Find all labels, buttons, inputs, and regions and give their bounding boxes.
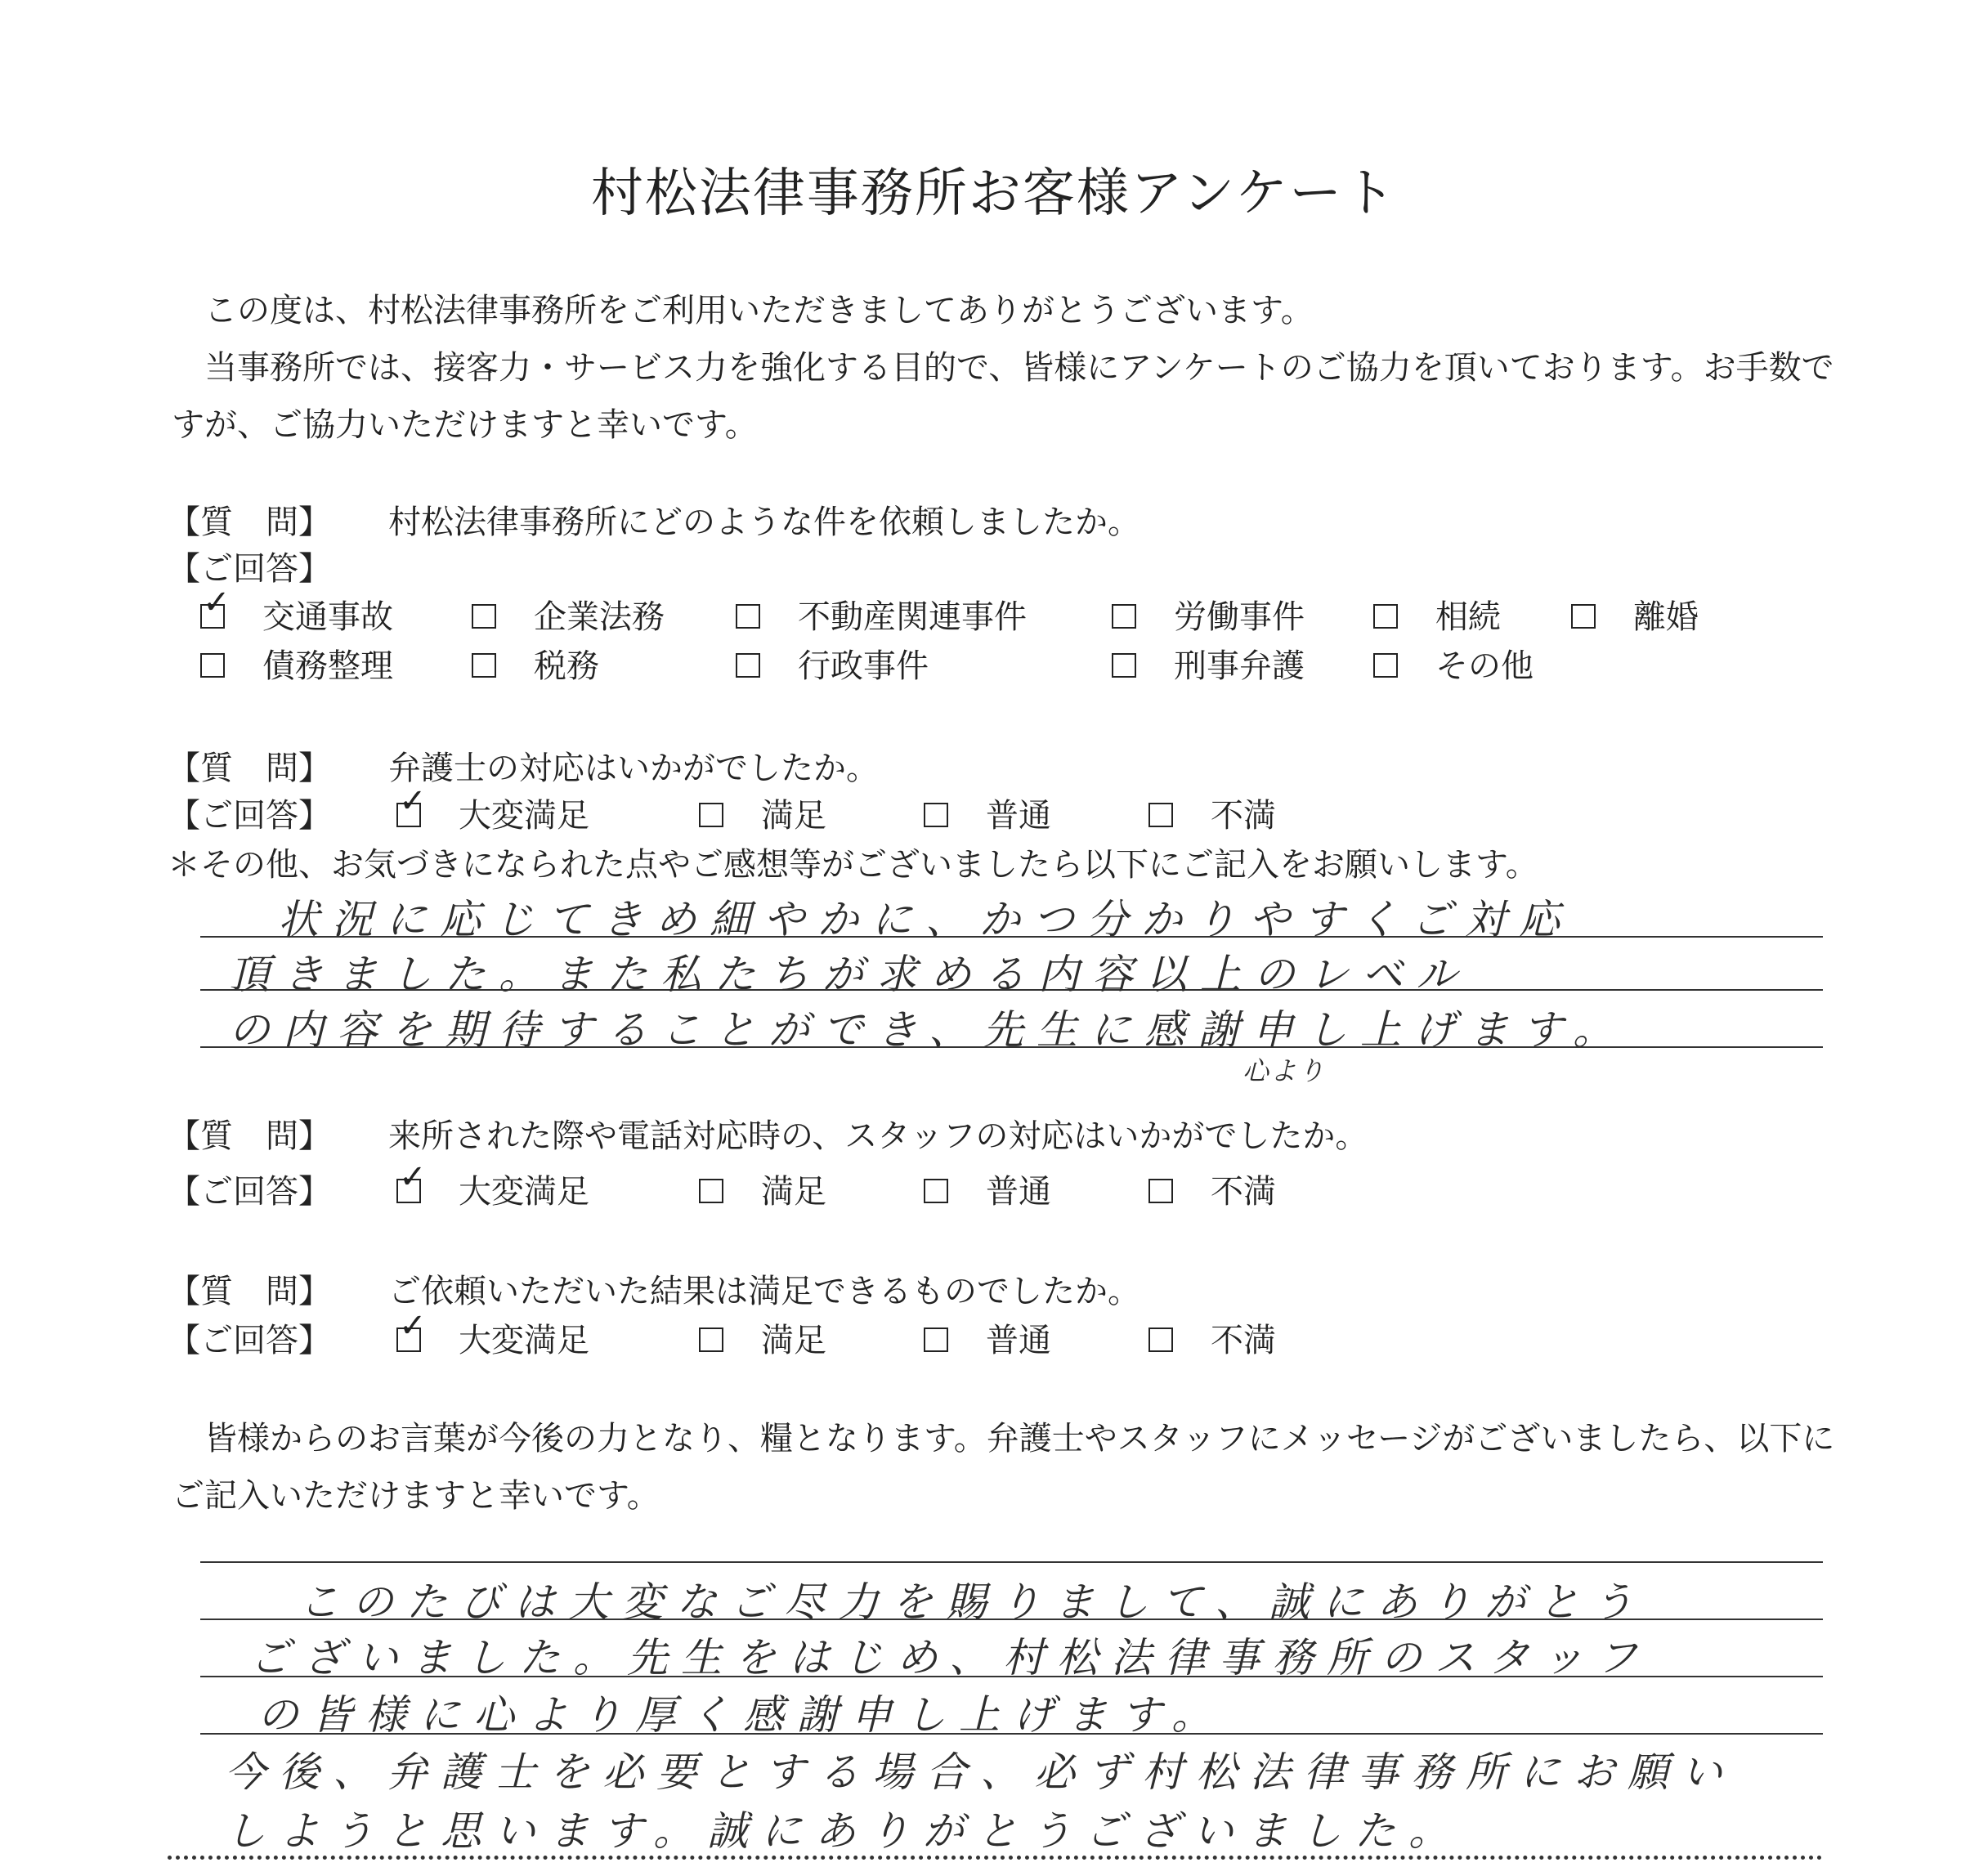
ruled-line: [200, 1561, 1823, 1563]
checkbox[interactable]: [699, 1328, 723, 1352]
checkbox-checked[interactable]: [200, 584, 231, 629]
q2-answer-row: [168, 791, 388, 840]
q2-option-satisfied[interactable]: [699, 791, 826, 840]
option-label: 満足: [761, 1322, 826, 1359]
q3-option-dissatisfied[interactable]: [1148, 1167, 1276, 1216]
check-icon: ✓: [399, 782, 427, 820]
handwritten-line: ございました。先生をはじめ、村松法律事務所のスタッフ: [249, 1634, 1650, 1681]
checkbox[interactable]: [924, 1328, 948, 1352]
closing-line: 皆様からのお言葉が今後の力となり、糧となります。弁護士やスタッフにメッセージがございましたら、以下にご記入いただけますと幸いです。: [172, 1420, 1835, 1515]
q1-question-text: 村松法律事務所にどのような件を依頼しましたか。: [388, 504, 1140, 541]
q4-question-row: [168, 1267, 1140, 1316]
q3-question-row: [168, 1112, 1368, 1161]
option-label: 普通: [986, 1322, 1051, 1359]
option-label: 不動産関連事件: [798, 598, 1027, 636]
closing-text: [172, 1410, 1847, 1525]
q2-question-text: 弁護士の対応はいかがでしたか。: [388, 750, 879, 787]
q1-option-inheritance[interactable]: [1373, 593, 1501, 642]
checkbox[interactable]: [1148, 1179, 1173, 1203]
intro-line: 当事務所では、接客力・サービス力を強化する目的で、皆様にアンケートのご協力を頂いております。お手数ですが、ご協力いただけますと幸いです。: [172, 349, 1834, 444]
handwritten-line: 状況に応じてきめ細やかに、かつ分かりやすくご対応: [278, 896, 1573, 943]
checkbox[interactable]: [699, 1179, 723, 1203]
q3-option-very-satisfied[interactable]: [396, 1158, 589, 1216]
q1-option-administrative[interactable]: [736, 642, 929, 691]
checkbox[interactable]: [1148, 803, 1173, 827]
checkbox[interactable]: [1112, 604, 1136, 629]
q1-option-real-estate[interactable]: [736, 593, 1027, 642]
comment2-area[interactable]: [200, 1553, 1823, 1855]
checkbox[interactable]: [924, 803, 948, 827]
option-label: 満足: [761, 797, 826, 835]
checkbox[interactable]: [1571, 604, 1596, 629]
q2-option-neutral[interactable]: [924, 791, 1051, 840]
q1-option-corporate[interactable]: [472, 593, 665, 642]
q1-option-other[interactable]: [1373, 642, 1534, 691]
checkbox[interactable]: [1373, 604, 1398, 629]
handwritten-line: このたびは大変なご尽力を賜りまして、誠にありがとう: [298, 1578, 1646, 1626]
intro-text: [172, 282, 1847, 454]
q1-answer-row: [168, 544, 388, 593]
checkbox[interactable]: [736, 604, 760, 629]
option-label: 大変満足: [459, 1322, 589, 1359]
q1-option-traffic[interactable]: [200, 584, 393, 642]
q1-option-tax[interactable]: [472, 642, 599, 691]
question-label: 【質 問】: [168, 1273, 331, 1310]
checkbox[interactable]: [1112, 653, 1136, 678]
question-label: 【質 問】: [168, 504, 331, 541]
q1-option-labor[interactable]: [1112, 593, 1305, 642]
checkbox[interactable]: [1148, 1328, 1173, 1352]
checkbox-checked[interactable]: [396, 1158, 427, 1203]
comment-prompt: ＊その他、お気づきになられた点やご感想等がございましたら以下にご記入をお願いします。: [168, 846, 1538, 884]
check-icon: ✓: [399, 1158, 427, 1196]
checkbox-checked[interactable]: [396, 1307, 427, 1352]
intro-line: この度は、村松法律事務所をご利用いただきましてありがとうございます。: [204, 292, 1314, 329]
checkbox[interactable]: [200, 653, 225, 678]
check-icon: ✓: [399, 1307, 427, 1345]
q3-question-text: 来所された際や電話対応時の、スタッフの対応はいかがでしたか。: [388, 1117, 1368, 1155]
q2-option-dissatisfied[interactable]: [1148, 791, 1276, 840]
handwritten-line: 頂きました。また私たちが求める内容以上のレベル: [229, 951, 1470, 998]
option-label: 企業法務: [534, 598, 665, 636]
q3-option-neutral[interactable]: [924, 1167, 1051, 1216]
question-label: 【質 問】: [168, 1117, 331, 1155]
option-label: 大変満足: [459, 797, 589, 835]
checkbox[interactable]: [736, 653, 760, 678]
checkbox[interactable]: [472, 653, 496, 678]
q1-question-row: [168, 498, 1140, 547]
handwritten-line: の皆様に心より厚く感謝申し上げます。: [257, 1691, 1225, 1739]
option-label: 刑事弁護: [1174, 647, 1305, 685]
handwritten-line: 今後、弁護士を必要とする場合、必ず村松法律事務所にお願い: [225, 1748, 1735, 1796]
q2-option-very-satisfied[interactable]: [396, 782, 589, 840]
q3-option-satisfied[interactable]: [699, 1167, 826, 1216]
option-label: 相続: [1435, 598, 1501, 636]
answer-label: 【ご回答】: [168, 1173, 331, 1211]
option-label: 交通事故: [262, 598, 393, 636]
option-label: 不満: [1211, 1173, 1276, 1211]
option-label: その他: [1435, 647, 1534, 685]
q4-answer-row: [168, 1316, 388, 1365]
q4-option-very-satisfied[interactable]: [396, 1307, 589, 1365]
checkbox[interactable]: [924, 1179, 948, 1203]
option-label: 普通: [986, 797, 1051, 835]
q4-option-satisfied[interactable]: [699, 1316, 826, 1365]
option-label: 債務整理: [262, 647, 393, 685]
q4-option-neutral[interactable]: [924, 1316, 1051, 1365]
dotted-divider: [168, 1856, 1823, 1860]
q2-question-row: [168, 744, 879, 793]
option-label: 不満: [1211, 1322, 1276, 1359]
checkbox[interactable]: [1373, 653, 1398, 678]
checkbox[interactable]: [472, 604, 496, 629]
q1-option-debt[interactable]: [200, 642, 393, 691]
option-label: 満足: [761, 1173, 826, 1211]
q1-option-divorce[interactable]: [1571, 593, 1699, 642]
comment1-area[interactable]: [200, 891, 1823, 1086]
option-label: 労働事件: [1174, 598, 1305, 636]
option-label: 税務: [534, 647, 599, 685]
q1-option-criminal[interactable]: [1112, 642, 1305, 691]
check-icon: ✓: [203, 584, 231, 621]
q3-answer-row: [168, 1167, 388, 1216]
option-label: 普通: [986, 1173, 1051, 1211]
handwritten-line: しようと思います。誠にありがとうございました。: [225, 1807, 1462, 1855]
answer-label: 【ご回答】: [168, 797, 331, 835]
checkbox[interactable]: [699, 803, 723, 827]
answer-label: 【ご回答】: [168, 550, 331, 588]
q4-option-dissatisfied[interactable]: [1148, 1316, 1276, 1365]
answer-label: 【ご回答】: [168, 1322, 331, 1359]
handwritten-insertion: 心より: [1242, 1055, 1327, 1086]
q4-question-text: ご依頼いただいた結果は満足できるものでしたか。: [388, 1273, 1140, 1310]
option-label: 離婚: [1633, 598, 1699, 636]
checkbox-checked[interactable]: [396, 782, 427, 827]
handwritten-line: の内容を期待することができ、先生に感謝申し上げます。: [229, 1006, 1627, 1054]
option-label: 大変満足: [459, 1173, 589, 1211]
question-label: 【質 問】: [168, 750, 331, 787]
option-label: 不満: [1211, 797, 1276, 835]
option-label: 行政事件: [798, 647, 929, 685]
page-title: 村松法律事務所お客様アンケート: [590, 163, 1398, 224]
